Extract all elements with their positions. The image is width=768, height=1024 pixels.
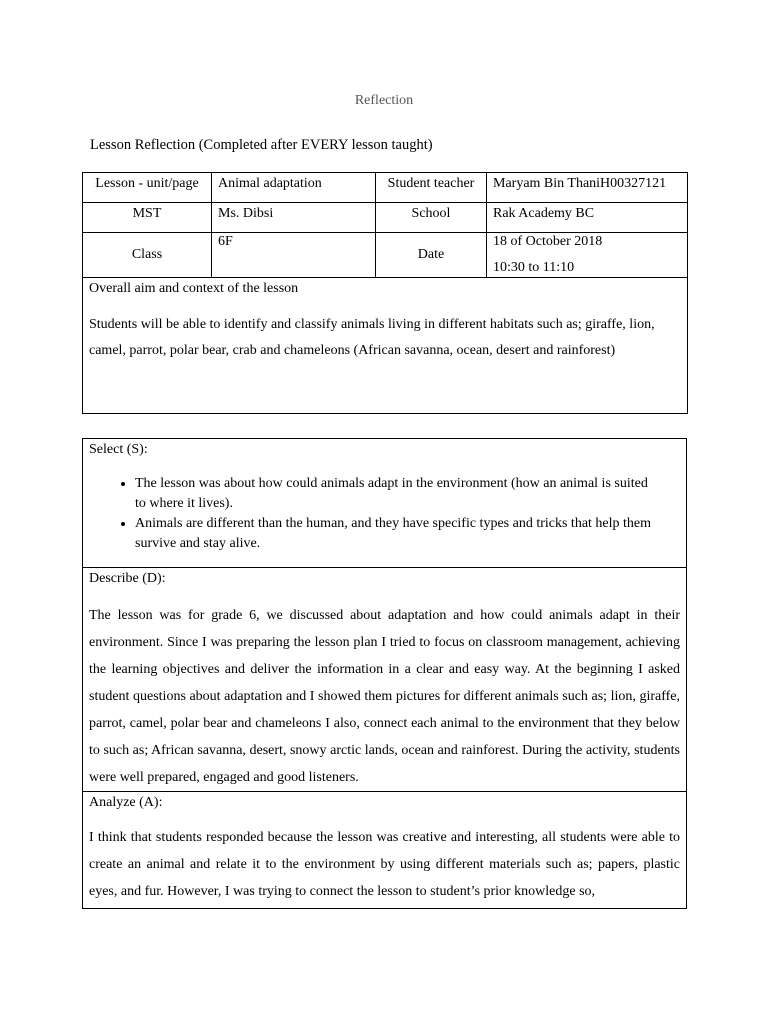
select-bullet: • The lesson was about how could animals adapt in the environment (how an animal is suited to where it lives). <box>135 474 680 514</box>
time-value: 10:30 to 11:10 <box>493 260 575 275</box>
aim-text: Students will be able to identify and classify animals living in different habitats such as; giraffe, lion, camel, parrot, polar bear, crab and chameleons (African savanna, ocean, desert and rainforest) <box>89 317 655 358</box>
student-teacher-label: Student teacher <box>376 173 487 203</box>
describe-row <box>83 568 687 792</box>
mst-value: Ms. Dibsi <box>212 203 376 233</box>
page-title: Reflection <box>354 93 414 108</box>
mst-row <box>83 203 688 233</box>
lesson-info-table <box>82 172 688 414</box>
aim-row <box>83 278 688 414</box>
date-value: 18 of October 2018 <box>493 234 603 249</box>
student-teacher-value: Maryam Bin ThaniH00327121 <box>487 173 688 203</box>
date-cell <box>487 233 688 278</box>
mst-label: MST <box>83 203 212 233</box>
lesson-reflection-heading: Lesson Reflection (Completed after EVERY lesson taught) <box>90 137 433 153</box>
lesson-value: Animal adaptation <box>212 173 376 203</box>
class-label: Class <box>83 233 212 278</box>
describe-cell <box>83 568 687 792</box>
select-title: Select (S): <box>89 442 148 457</box>
analyze-text: I think that students responded because the lesson was creative and interesting, all students were able to create an animal and relate it to the environment by using different materials such as; papers, plastic eyes, and fur. However, I was trying to connect the lesson to student’s prior knowledge so, <box>89 830 680 899</box>
class-value: 6F <box>212 233 376 278</box>
school-value: Rak Academy BC <box>487 203 688 233</box>
select-cell <box>83 439 687 568</box>
analyze-row <box>83 792 687 909</box>
lesson-label: Lesson - unit/page <box>83 173 212 203</box>
lesson-row <box>83 173 688 203</box>
reflection-table <box>82 438 687 909</box>
school-label: School <box>376 203 487 233</box>
describe-text: The lesson was for grade 6, we discussed about adaptation and how could animals adapt in their environment. Since I was preparing the lesson plan I tried to focus on classroom management, achieving the learning objectives and deliver the information in a clear and easy way. At the beginning I asked student questions about adaptation and I showed them pictures for different animals such as; lion, giraffe, parrot, camel, polar bear and chameleons I also, connect each animal to the environment that they below to such as; African savanna, desert, snowy arctic lands, ocean and rainforest. During the activity, students were well prepared, engaged and good listeners. <box>89 608 680 785</box>
select-bullet: • Animals are different than the human, and they have specific types and tricks that help them survive and stay alive. <box>135 514 680 554</box>
analyze-cell <box>83 792 687 909</box>
analyze-title: Analyze (A): <box>89 795 163 810</box>
aim-cell <box>83 278 688 414</box>
aim-title: Overall aim and context of the lesson <box>89 281 299 296</box>
select-bullet-list <box>89 474 680 554</box>
class-row <box>83 233 688 278</box>
describe-title: Describe (D): <box>89 571 166 586</box>
select-row <box>83 439 687 568</box>
date-label: Date <box>376 233 487 278</box>
